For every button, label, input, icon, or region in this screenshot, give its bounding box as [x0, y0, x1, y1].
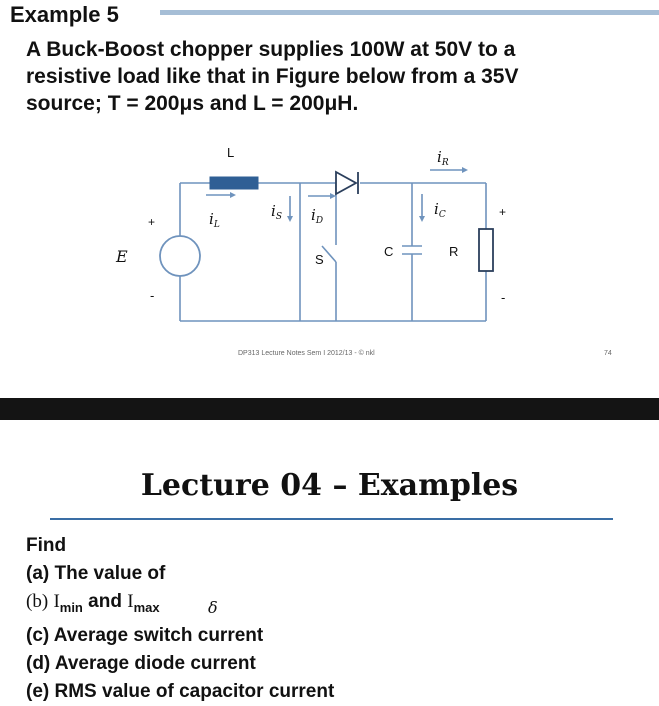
- capacitor: [402, 246, 422, 254]
- plus-source: +: [148, 215, 156, 229]
- question-c: (c) Average switch current: [26, 624, 264, 646]
- label-iC: $i_C$: [434, 200, 446, 220]
- title-rule: [160, 10, 659, 15]
- label-C: C: [384, 244, 394, 259]
- inductor: [210, 177, 258, 189]
- question-e: (e) RMS value of capacitor current: [26, 680, 335, 702]
- label-R: R: [449, 244, 459, 259]
- arrow-iC-head: [419, 216, 425, 222]
- slide-footer: DP313 Lecture Notes Sem I 2012/13 - © nkl: [238, 350, 375, 357]
- label-iL: $i_L$: [209, 210, 220, 230]
- buck-boost-circuit-diagram: [0, 130, 659, 340]
- slide-separator: [0, 398, 659, 420]
- slide-lecture-04: [0, 420, 659, 700]
- title-underline: [50, 518, 613, 520]
- problem-line-2: resistive load like that in Figure below from a 35V: [26, 65, 519, 88]
- delta-symbol: δ: [208, 598, 218, 617]
- voltage-source: [160, 236, 200, 276]
- label-iS: $i_S$: [271, 202, 282, 222]
- plus-load: +: [499, 205, 507, 219]
- minus-source: -: [150, 288, 155, 303]
- label-iR: $i_R$: [437, 148, 449, 168]
- lecture-title: Lecture 04 – Examples: [140, 468, 519, 503]
- arrow-iL-head: [230, 192, 236, 198]
- problem-line-3: source; T = 200μs and L = 200μH.: [26, 92, 359, 115]
- label-S: S: [315, 252, 324, 267]
- arrow-iR-head: [462, 167, 468, 173]
- problem-statement: [26, 36, 646, 117]
- problem-line-1: A Buck-Boost chopper supplies 100W at 50V to a: [26, 38, 516, 61]
- question-b: (b) $I_{min}$ and $I_{max}$: [26, 591, 160, 615]
- question-d: (d) Average diode current: [26, 652, 256, 674]
- arrow-iS-head: [287, 216, 293, 222]
- question-a: (a) The value of: [26, 563, 166, 584]
- slide-title: Example 5: [10, 2, 119, 27]
- page-number: 74: [604, 350, 612, 357]
- diode: [336, 172, 358, 194]
- label-L: L: [227, 145, 235, 160]
- resistor: [479, 229, 493, 271]
- find-list: [26, 532, 334, 706]
- minus-load: -: [501, 290, 506, 305]
- switch-blade: [322, 246, 336, 262]
- find-heading: Find: [26, 535, 67, 556]
- label-iD: $i_D$: [311, 206, 324, 226]
- label-E: E: [116, 247, 128, 266]
